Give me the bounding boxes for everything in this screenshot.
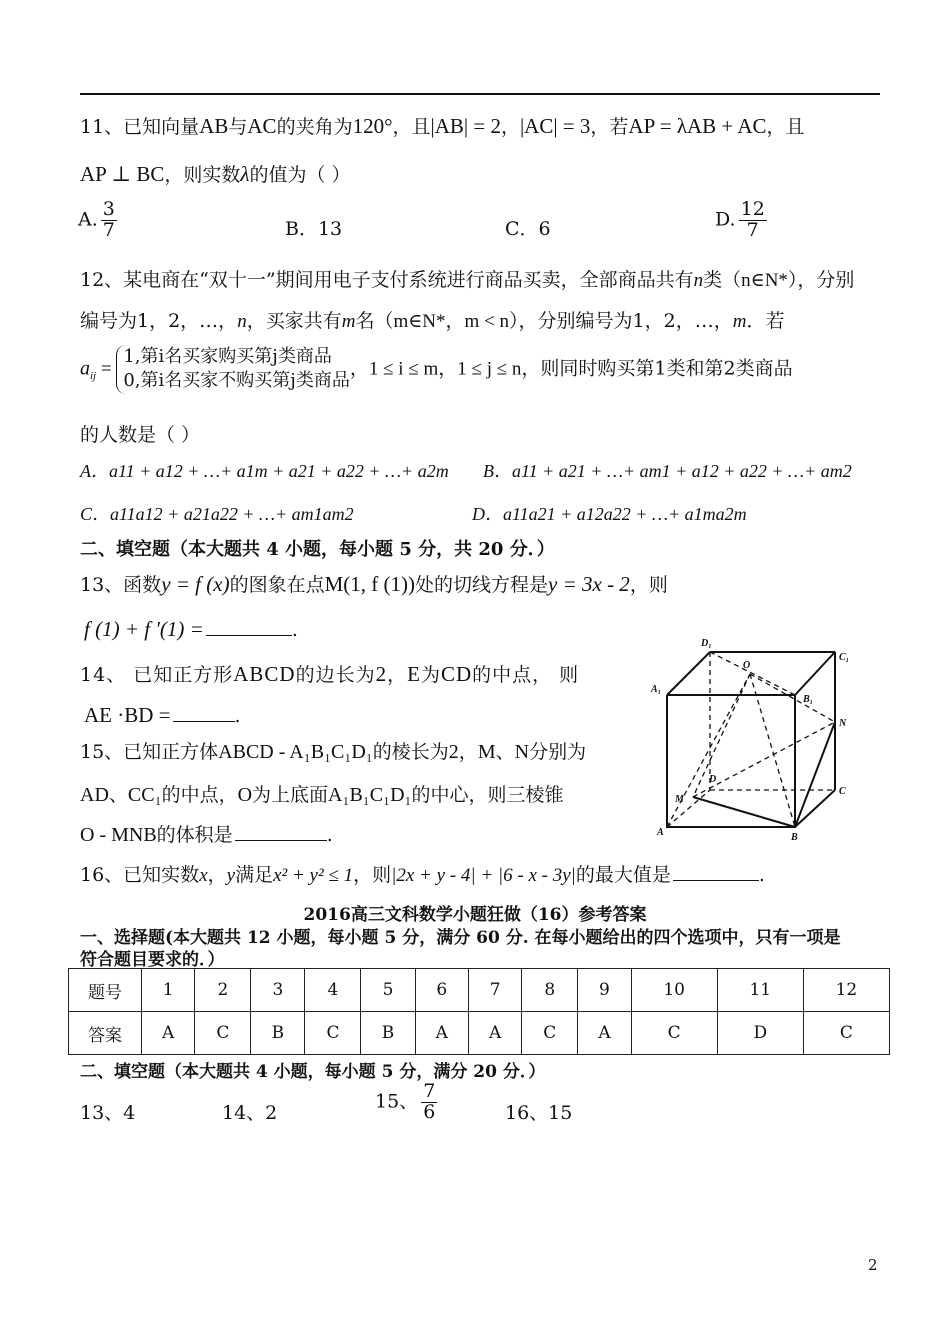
label-B1: B₁	[803, 694, 814, 705]
table-cell: C	[803, 1012, 889, 1055]
fraction: $\frac{3}{7}$	[102, 198, 115, 241]
piecewise-brace: 1,第i名买家购买第j类商品 0,第i名买家不购买第j类商品	[116, 345, 350, 394]
answers-title: 2016高三文科数学小题狂做（16）参考答案	[303, 905, 647, 925]
hidden-edge	[750, 674, 795, 827]
table-cell: A	[468, 1012, 521, 1055]
answer-16: 16、15	[505, 1102, 573, 1124]
table-row	[69, 1012, 890, 1055]
table-cell: 题号	[69, 969, 142, 1012]
table-cell: A	[142, 1012, 195, 1055]
cube-edge	[795, 652, 835, 695]
table-cell: 3	[251, 969, 305, 1012]
table-cell: B	[361, 1012, 415, 1055]
table-cell: 5	[361, 969, 415, 1012]
q11-option-d: D. $\frac{12}{7}$	[715, 198, 765, 241]
q13-line2: f (1) + f ′(1) = .	[84, 617, 298, 641]
hidden-edge	[710, 652, 795, 695]
cube-edge	[795, 722, 835, 827]
table-cell: C	[522, 1012, 578, 1055]
q12-option-a: A．a11 + a12 + …+ a1m + a21 + a22 + …+ a2m	[80, 461, 449, 481]
answer-14: 14、2	[222, 1102, 278, 1124]
q12-option-d: D．a11a21 + a12a22 + …+ a1ma2m	[472, 504, 747, 524]
answers-section1-cont: 符合题目要求的．）	[80, 950, 225, 970]
hidden-edge	[667, 790, 710, 827]
table-cell: 10	[631, 969, 717, 1012]
table-cell: C	[195, 1012, 251, 1055]
label-B: B	[791, 832, 798, 843]
q14-line2: AE ·BD = .	[84, 703, 241, 727]
q12-line4: 的人数是（ ）	[80, 424, 201, 446]
answer-13: 13、4	[80, 1102, 136, 1124]
hidden-edge	[750, 674, 835, 722]
label-O: O	[743, 660, 751, 671]
q11-line2: AP ⊥ BC，则实数λ的值为（ ）	[80, 162, 351, 186]
answers-section2: 二、填空题（本大题共 4 小题，每小题 5 分，满分 20 分．）	[80, 1062, 546, 1082]
label-D1: D₁	[701, 638, 712, 649]
table-cell: B	[251, 1012, 305, 1055]
q12-line3: $a_{ij} = 1$,第i名买家购买第j类商品 0,第i名买家不购买第j类商品，1 ≤ i ≤ m，1 ≤ j ≤ n，则同时购买第1类和第2类商品	[80, 345, 793, 394]
fraction: $\frac{7}{6}$	[423, 1080, 436, 1123]
q15-line1: 15、已知正方体ABCD - A₁B₁C₁D₁的棱长为2，M、N分别为	[80, 741, 587, 763]
q11-option-c: C．6	[505, 218, 551, 240]
label-M: M	[675, 794, 684, 805]
answer-table	[68, 968, 890, 1055]
table-cell: 4	[305, 969, 361, 1012]
answers-section1: 一、选择题(本大题共 12 小题，每小题 5 分，满分 60 分. 在每小题给出的四个选项中，只有一项是	[80, 928, 841, 948]
label-A1: A₁	[651, 684, 662, 695]
q12-option-b: B．a11 + a21 + …+ am1 + a12 + a22 + …+ am2	[483, 461, 852, 481]
table-cell: A	[415, 1012, 468, 1055]
q11-option-a: A. $\frac{3}{7}$	[78, 198, 115, 241]
label-C: C	[839, 786, 846, 797]
hidden-edge	[693, 674, 750, 797]
q12-line2: 编号为1，2，…，n，买家共有m名（m∈N*，m < n），分别编号为1，2，…，m．若	[80, 310, 785, 332]
label-A: A	[657, 827, 664, 838]
page-number: 2	[868, 1256, 878, 1274]
table-cell: 6	[415, 969, 468, 1012]
table-cell: 8	[522, 969, 578, 1012]
table-cell: 9	[578, 969, 631, 1012]
table-cell: C	[305, 1012, 361, 1055]
label-C1: C₁	[839, 652, 850, 663]
cube-edge	[693, 797, 795, 827]
answer-15: 15、 $\frac{7}{6}$	[375, 1080, 436, 1123]
q15-line3: O - MNB的体积是 .	[80, 824, 333, 846]
cube-figure	[645, 632, 860, 843]
table-cell: 11	[717, 969, 803, 1012]
table-cell: 1	[142, 969, 195, 1012]
label-D: D	[709, 774, 717, 785]
hidden-edge	[693, 722, 835, 797]
section-fill-in-heading: 二、填空题（本大题共 4 小题，每小题 5 分，共 20 分．）	[80, 539, 555, 560]
cube-edge	[667, 652, 710, 695]
q16-line: 16、已知实数x，y满足x² + y² ≤ 1，则|2x + y - 4| + |6 - x - 3y|的最大值是 .	[80, 864, 765, 886]
top-rule	[80, 93, 880, 95]
q12-option-c: C．a11a12 + a21a22 + …+ am1am2	[80, 504, 354, 524]
table-cell: 7	[468, 969, 521, 1012]
q13-line1: 13、函数y = f (x)的图象在点M(1, f (1))处的切线方程是y = 3x - 2，则	[80, 572, 668, 596]
q15-line2: AD、CC₁的中点，O为上底面A₁B₁C₁D₁的中心，则三棱锥	[80, 784, 564, 806]
q11-line1: 11、已知向量AB与AC的夹角为120°，且|AB| = 2，|AC| = 3，若AP = λAB + AC，且	[80, 114, 805, 138]
table-row	[69, 969, 890, 1012]
table-cell: C	[631, 1012, 717, 1055]
q11-option-b: B．13	[285, 218, 343, 240]
table-cell: 答案	[69, 1012, 142, 1055]
table-cell: A	[578, 1012, 631, 1055]
table-cell: 2	[195, 969, 251, 1012]
q14-line1: 14、 已知正方形ABCD的边长为2，E为CD的中点， 则	[80, 662, 580, 686]
label-N: N	[839, 718, 847, 729]
fraction: $\frac{12}{7}$	[740, 198, 765, 241]
table-cell: D	[717, 1012, 803, 1055]
q12-line1: 12、某电商在“双十一”期间用电子支付系统进行商品买卖，全部商品共有n类（n∈N*），分别	[80, 269, 855, 291]
table-cell: 12	[803, 969, 889, 1012]
